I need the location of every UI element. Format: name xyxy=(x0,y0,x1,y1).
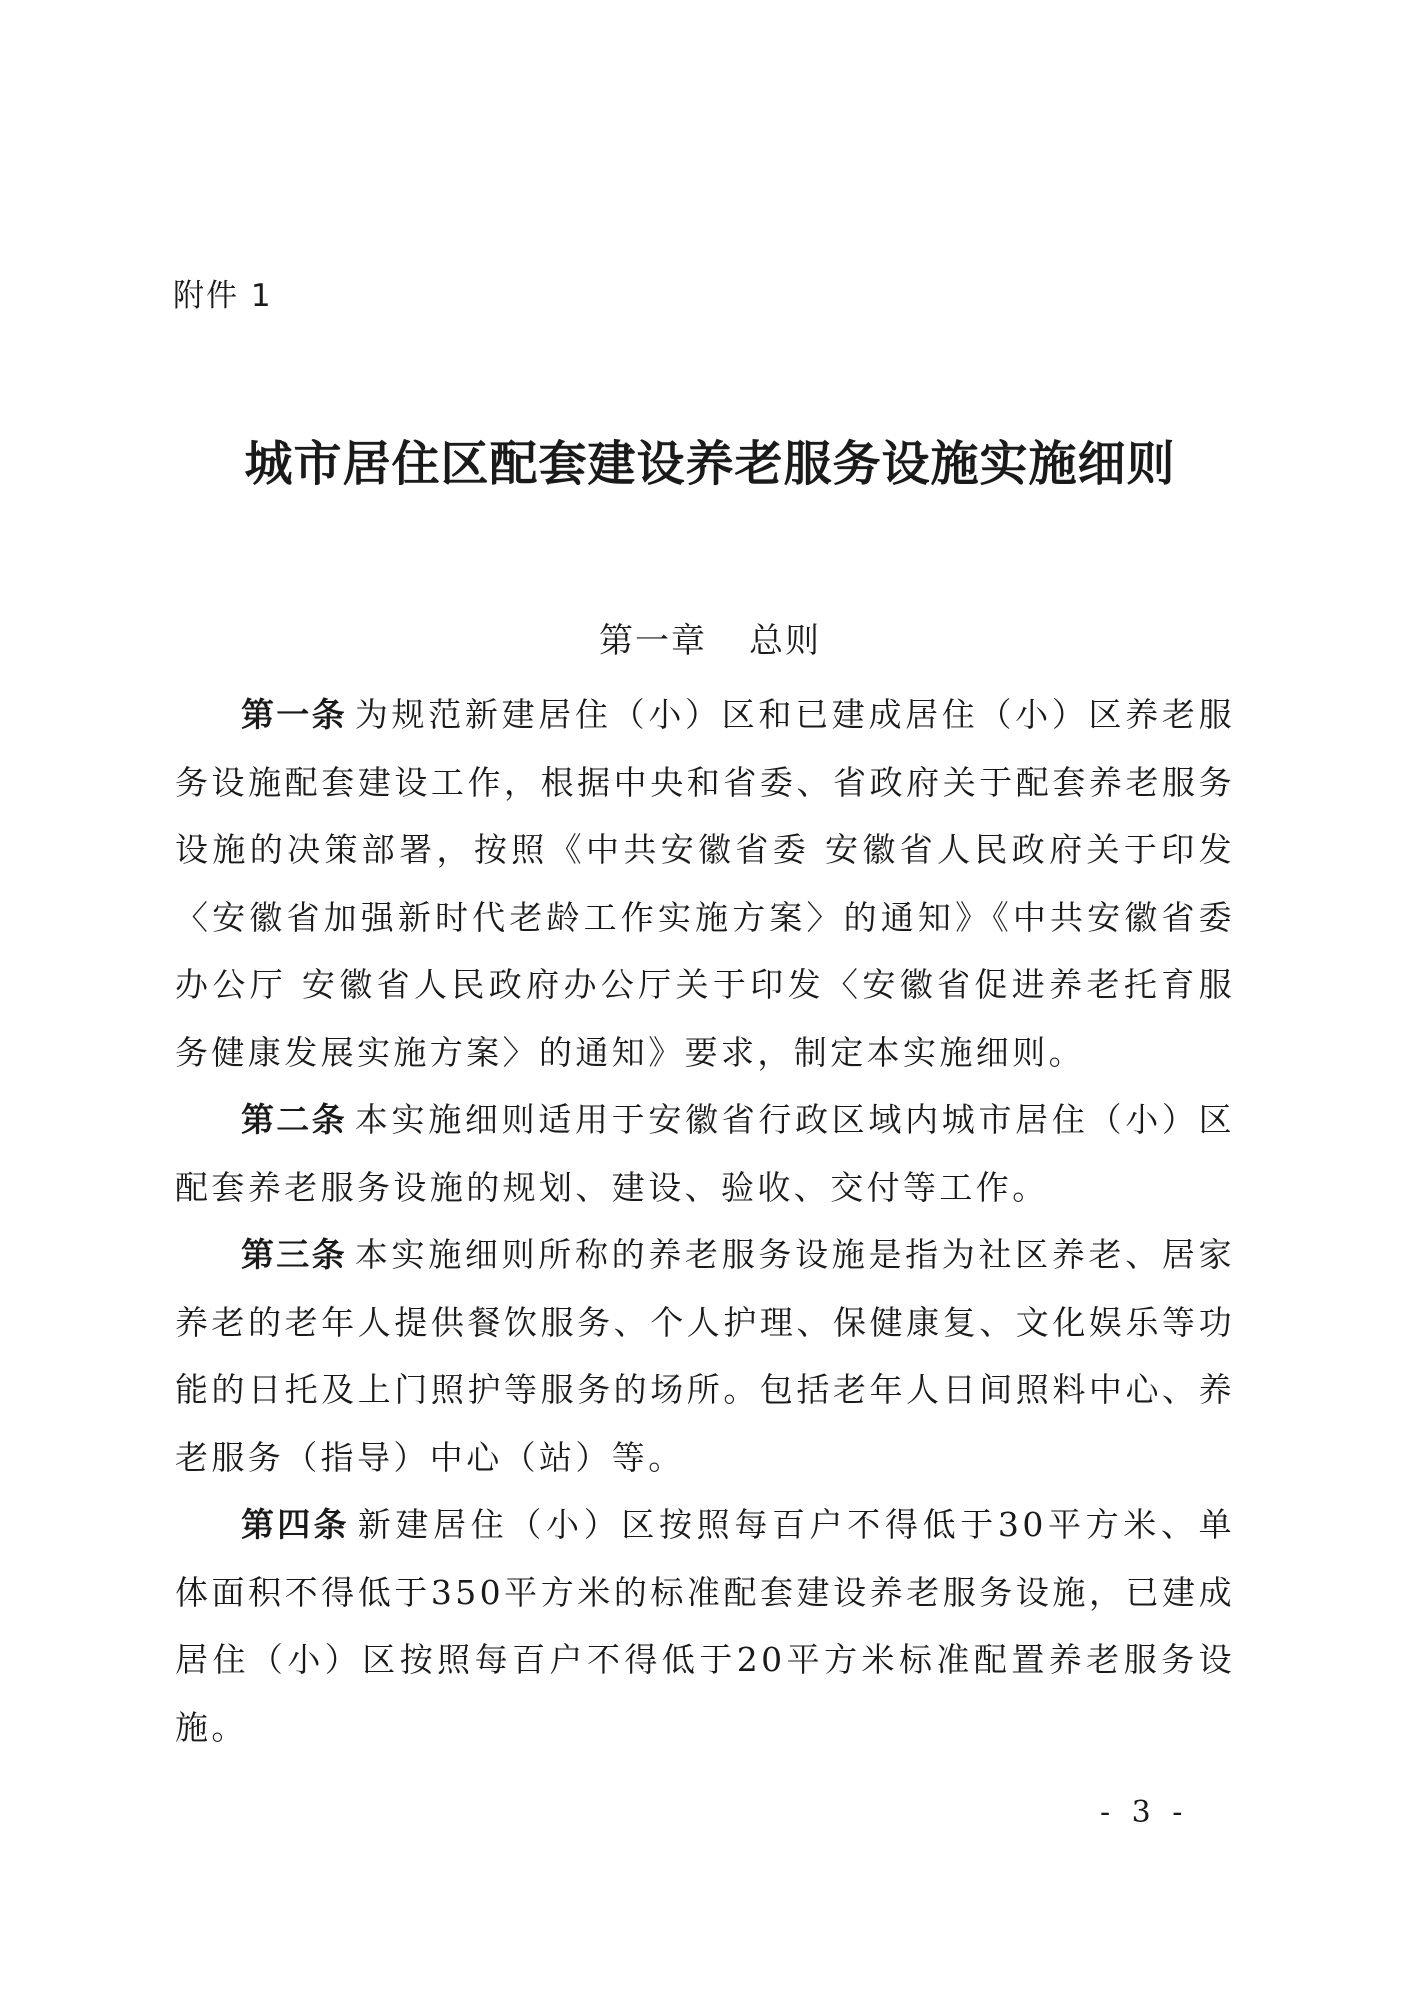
article-2 xyxy=(175,1086,1235,1221)
attachment-label: 附件 1 xyxy=(173,278,273,314)
document-body xyxy=(175,681,1235,1761)
article-text: 本实施细则所称的养老服务设施是指为社区养老、居家养老的老年人提供餐饮服务、个人护理、保健康复、文化娱乐等功能的日托及上门照护等服务的场所。包括老年人日间照料中心、养老服务（指导）中心（站）等。 xyxy=(175,1235,1235,1477)
document-title: 城市居住区配套建设养老服务设施实施细则 xyxy=(244,436,1176,492)
article-4 xyxy=(175,1491,1235,1761)
page-number: - 3 - xyxy=(1100,1795,1189,1830)
chapter-name: 总则 xyxy=(749,621,821,661)
article-text: 为规范新建居住（小）区和已建成居住（小）区养老服务设施配套建设工作，根据中央和省委、省政府关于配套养老服务设施的决策部署，按照《中共安徽省委 安徽省人民政府关于印发〈安徽省加强新时代老龄工作实施方案〉的通知》《中共安徽省委办公厅 安徽省人民政府办公厅关于印发〈安徽省促进养老托育服务健康发展实施方案〉的通知》要求，制定本实施细则。 xyxy=(175,695,1235,1072)
chapter-heading xyxy=(0,613,1420,662)
article-number: 第三条 xyxy=(241,1235,347,1274)
article-text: 新建居住（小）区按照每百户不得低于30平方米、单体面积不得低于350平方米的标准配套建设养老服务设施，已建成居住（小）区按照每百户不得低于20平方米标准配置养老服务设施。 xyxy=(175,1505,1236,1747)
chapter-number: 第一章 xyxy=(599,621,707,661)
article-text: 本实施细则适用于安徽省行政区域内城市居住（小）区配套养老服务设施的规划、建设、验收、交付等工作。 xyxy=(175,1100,1235,1207)
article-number: 第一条 xyxy=(241,695,347,734)
article-number: 第二条 xyxy=(241,1100,347,1139)
article-number: 第四条 xyxy=(241,1505,350,1544)
article-3 xyxy=(175,1221,1235,1491)
article-1 xyxy=(175,681,1235,1086)
